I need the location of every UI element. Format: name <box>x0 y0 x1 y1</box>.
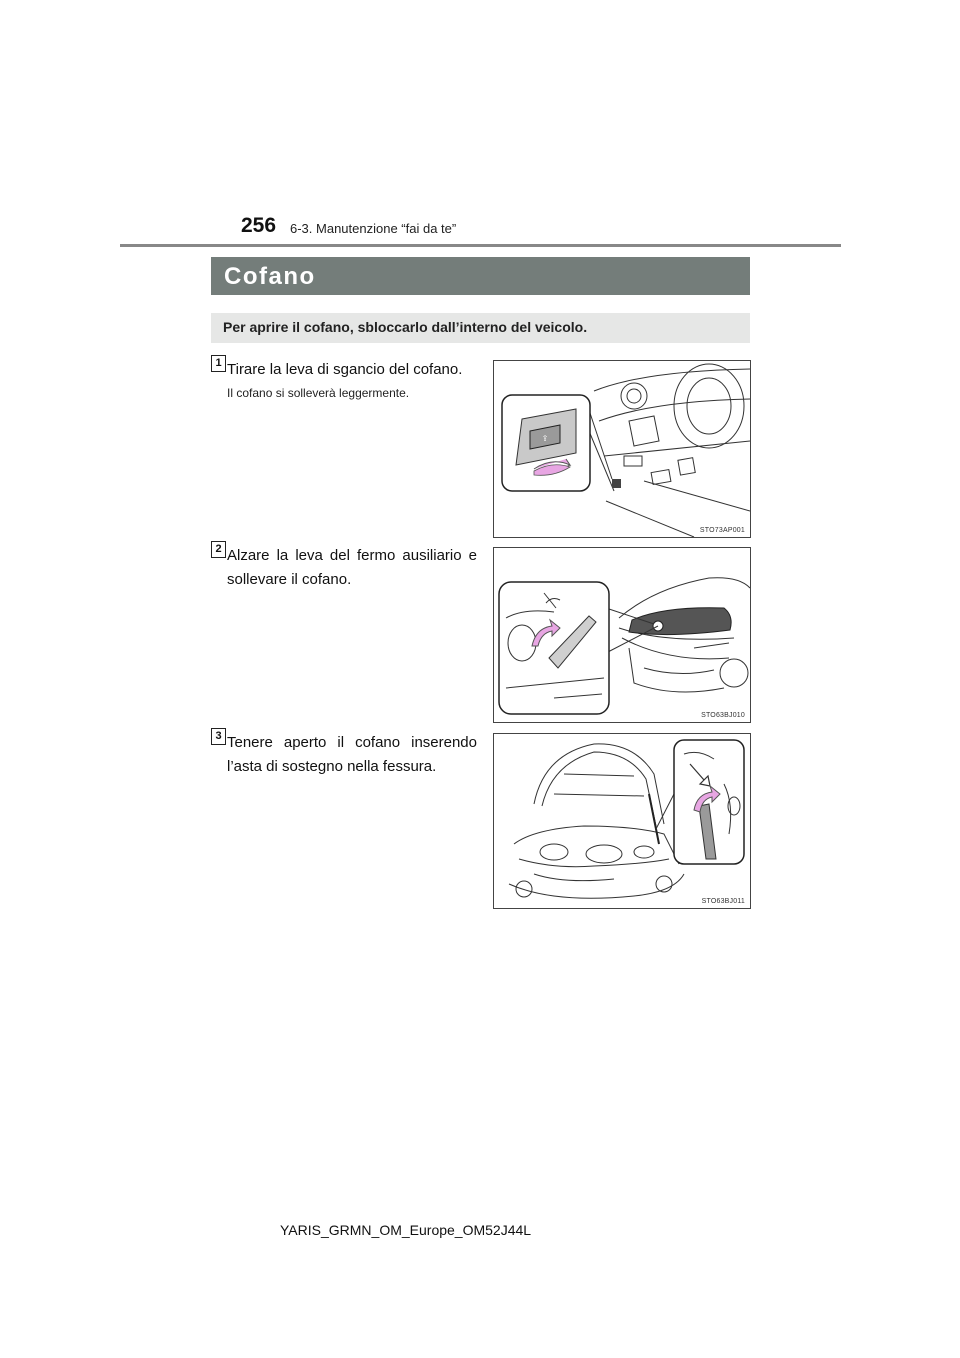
step-note-1: Il cofano si solleverà leggermente. <box>227 386 410 400</box>
step-number-2: 2 <box>211 541 226 558</box>
figure-hood-release-lever <box>493 360 751 538</box>
document-footer: YARIS_GRMN_OM_Europe_OM52J44L <box>280 1222 532 1238</box>
step-text-3: Tenere aperto il cofano inserendo l’asta di sostegno nella fessura. <box>227 734 477 775</box>
title-bar <box>211 257 750 295</box>
figure-code-2: STO63BJ010 <box>701 712 745 719</box>
intro-box <box>211 313 750 343</box>
figure-code-1: STO73AP001 <box>699 527 745 534</box>
figure-hood-support-rod <box>493 733 751 909</box>
step-number-3: 3 <box>211 728 226 745</box>
page-title: Cofano <box>224 263 316 290</box>
intro-text: Per aprire il cofano, sbloccarlo dall’interno del veicolo. <box>223 319 588 335</box>
header-rule <box>120 244 841 247</box>
figure-auxiliary-catch-lever <box>493 547 751 723</box>
svg-text:⇪: ⇪ <box>541 434 549 443</box>
figure-code-3: STO63BJ011 <box>701 898 745 905</box>
step-text-1: Tirare la leva di sgancio del cofano. <box>227 361 463 378</box>
step-number-1: 1 <box>211 355 226 372</box>
section-path: 6-3. Manutenzione “fai da te” <box>290 221 457 236</box>
page-number: 256 <box>241 214 277 237</box>
step-text-2: Alzare la leva del fermo ausiliario e sollevare il cofano. <box>227 547 477 588</box>
